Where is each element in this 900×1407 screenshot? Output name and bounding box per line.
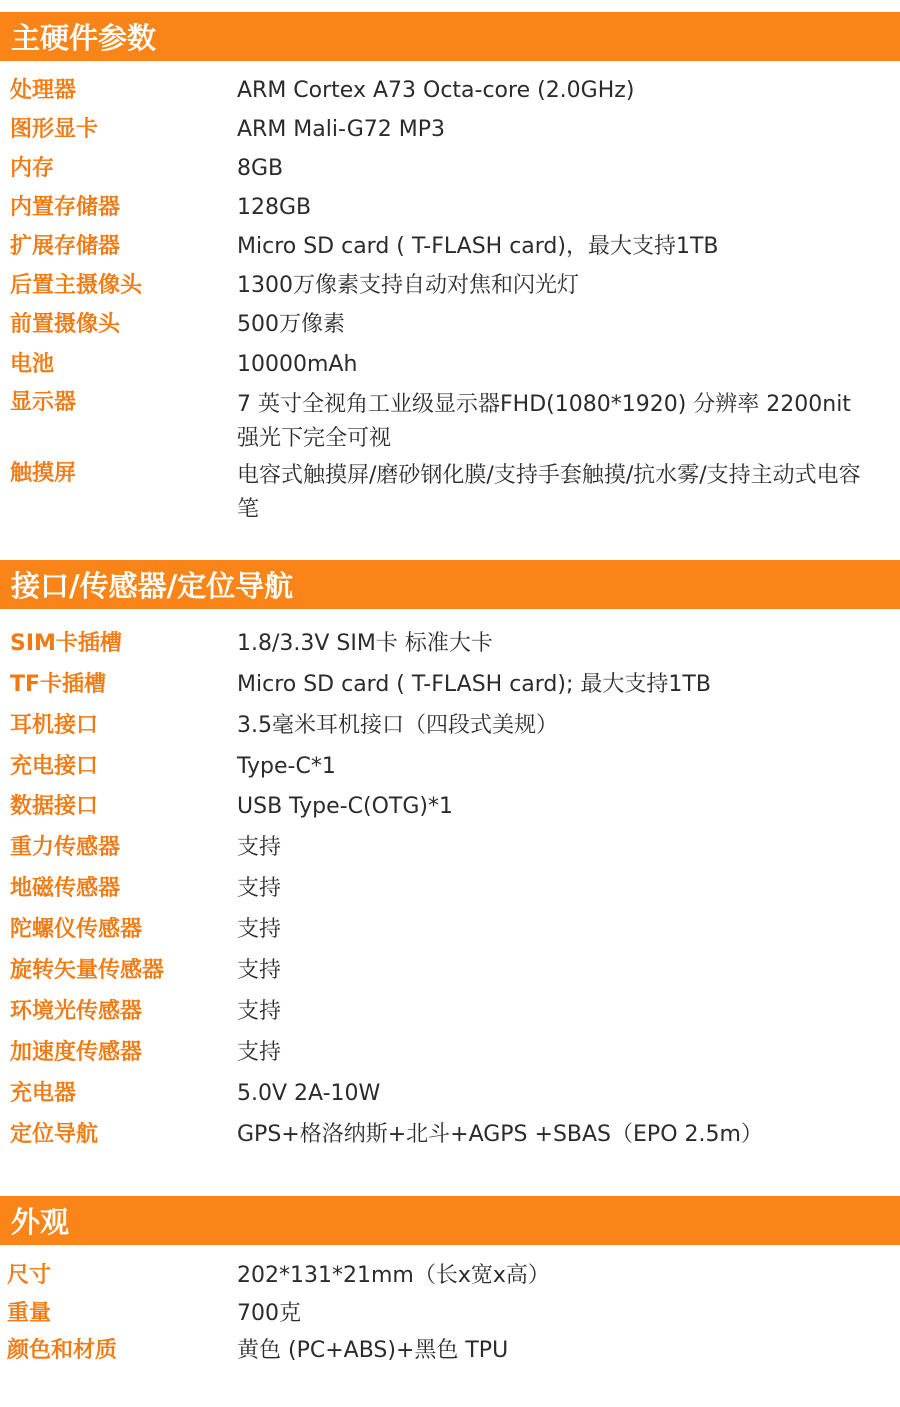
spec-value: 1300万像素支持自动对焦和闪光灯 [237, 273, 579, 298]
section-header-interfaces-sensors [0, 560, 900, 609]
spec-label: 环境光传感器 [10, 999, 143, 1024]
spec-value: 黄色 (PC+ABS)+黑色 TPU [237, 1338, 509, 1363]
spec-value: Micro SD card ( T-FLASH card); 最大支持1TB [237, 672, 711, 697]
spec-label: 后置主摄像头 [10, 273, 143, 298]
spec-label: 内置存储器 [10, 195, 121, 220]
spec-value: 支持 [237, 835, 282, 860]
spec-label: 颜色和材质 [7, 1338, 118, 1363]
spec-value: 5.0V 2A-10W [237, 1081, 381, 1106]
spec-label: 处理器 [10, 78, 77, 103]
spec-label: 前置摄像头 [10, 312, 121, 337]
spec-value: 1.8/3.3V SIM卡 标准大卡 [237, 631, 493, 656]
spec-label: 扩展存储器 [10, 234, 121, 259]
spec-label: TF卡插槽 [10, 672, 107, 697]
spec-label: 触摸屏 [10, 461, 77, 486]
section-title: 主硬件参数 [11, 21, 157, 55]
spec-label: SIM卡插槽 [10, 631, 122, 656]
spec-label: 旋转矢量传感器 [10, 958, 165, 983]
spec-label: 数据接口 [10, 794, 99, 819]
spec-label: 显示器 [10, 390, 77, 415]
spec-label: 重量 [7, 1301, 52, 1326]
spec-label: 电池 [10, 352, 55, 377]
spec-value: Micro SD card ( T-FLASH card)，最大支持1TB [237, 234, 719, 259]
spec-value: USB Type-C(OTG)*1 [237, 794, 453, 819]
spec-value: 电容式触摸屏/磨砂钢化膜/支持手套触摸/抗水雾/支持主动式电容笔 [237, 463, 861, 522]
spec-label: 加速度传感器 [10, 1040, 143, 1065]
spec-label: 充电器 [10, 1081, 77, 1106]
spec-value: 支持 [237, 1040, 282, 1065]
spec-value: 10000mAh [237, 352, 358, 377]
spec-value: 500万像素 [237, 312, 345, 337]
spec-value: 支持 [237, 958, 282, 983]
section-header-appearance [0, 1196, 900, 1245]
section-title: 外观 [11, 1205, 70, 1239]
spec-value: 支持 [237, 876, 282, 901]
section-header-main-hardware [0, 12, 900, 61]
spec-label: 内存 [10, 156, 55, 181]
spec-value: 7 英寸全视角工业级显示器FHD(1080*1920) 分辨率 2200nit 强光下完全可视 [237, 392, 851, 451]
section-title: 接口/传感器/定位导航 [11, 569, 294, 603]
spec-value: 128GB [237, 195, 312, 220]
spec-label: 地磁传感器 [10, 876, 121, 901]
spec-label: 充电接口 [10, 754, 99, 779]
spec-value: 700克 [237, 1301, 301, 1326]
spec-label: 重力传感器 [10, 835, 121, 860]
spec-label: 陀螺仪传感器 [10, 917, 143, 942]
spec-value: ARM Mali-G72 MP3 [237, 117, 446, 142]
spec-label: 图形显卡 [10, 117, 99, 142]
spec-value: 8GB [237, 156, 284, 181]
spec-value: 支持 [237, 917, 282, 942]
spec-value: 202*131*21mm（长x宽x高） [237, 1263, 550, 1288]
spec-label: 耳机接口 [10, 713, 99, 738]
spec-value: 支持 [237, 999, 282, 1024]
spec-value: ARM Cortex A73 Octa-core (2.0GHz) [237, 78, 635, 103]
spec-value: GPS+格洛纳斯+北斗+AGPS +SBAS（EPO 2.5m） [237, 1122, 763, 1147]
spec-label: 尺寸 [7, 1263, 52, 1288]
spec-value: Type-C*1 [237, 754, 336, 779]
spec-label: 定位导航 [10, 1122, 99, 1147]
spec-value: 3.5毫米耳机接口（四段式美规） [237, 713, 558, 738]
